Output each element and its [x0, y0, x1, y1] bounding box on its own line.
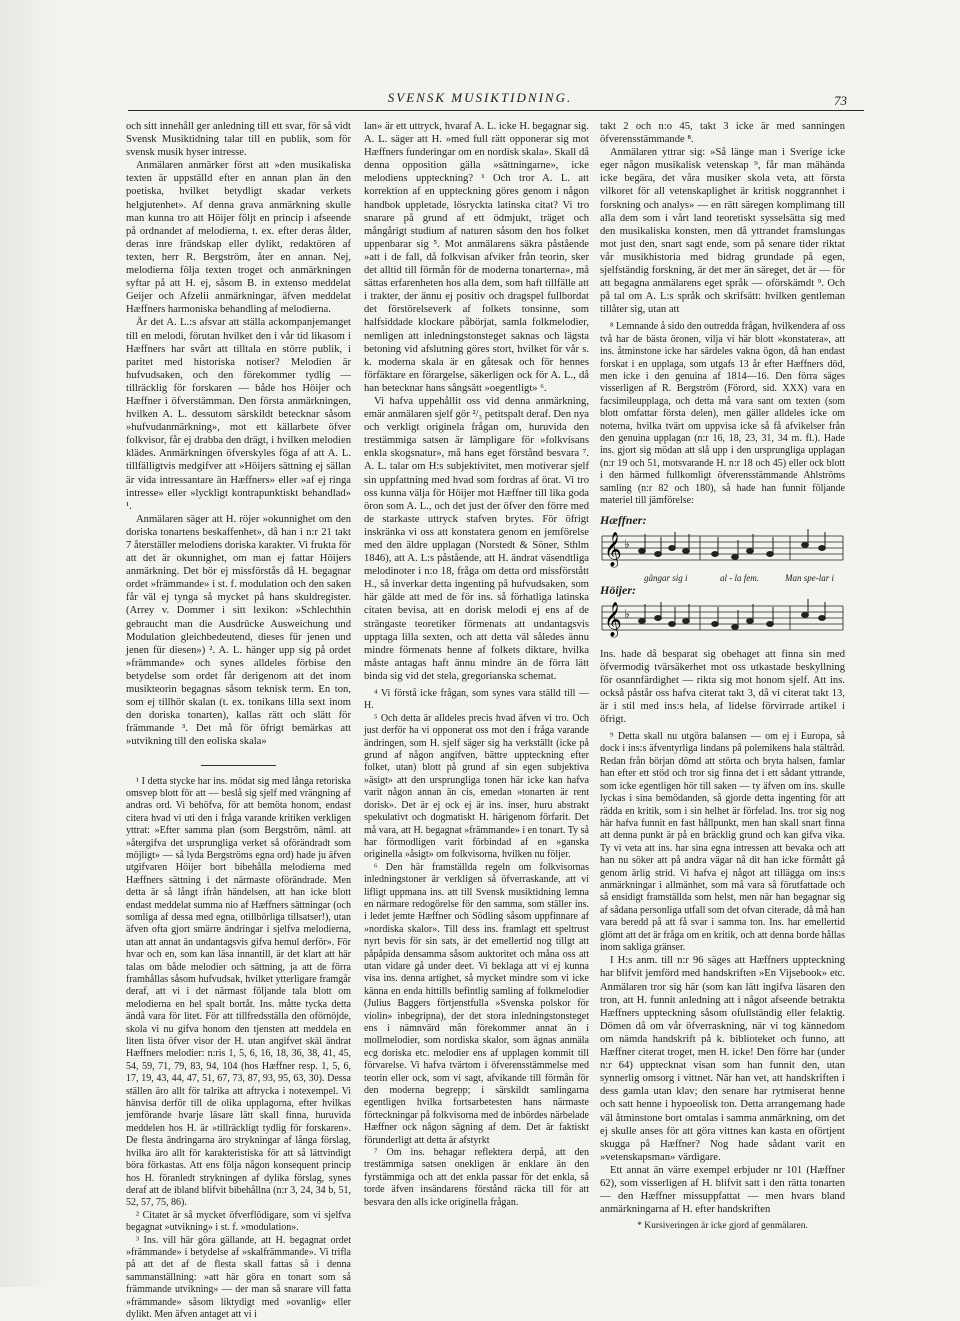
col3-paragraph-4: I H:s anm. till n:r 96 säges att Hæffners uppteckning har blifvit jemförd med handskriften »En Vijsebook» etc. Anmälaren tror sig här (som kan lätt ingifva läsaren den tron, att H. funnit anledning att i något afseende betrakta Hæffners uppteckning såsom ofullständig eller felaktig. Dömen då om vår öfverraskning, när vi tog kännedom om nämda handskrift på k. biblioteket och funno, att Hæffner citerat troget, men H. icke! Den förre har (under n:r 64) upptecknat visan som han funnit den, utan synnerlig omsorg i vittnet. När han vet, att handskriften i dess gamla utan klav; den senare har rytmiserat henne och satt henne i hypoeolisk ton. Detta arrangemang hade väl åtminstone bort omtalas i samma anmärkning, om det ej skulle anses för att göra vittnes kan kasta en oförtjent skugga på Hæffner? Nog hade sådant varit en »vetenskapsman» värdigare. [600, 955, 845, 1163]
svg-text:♭: ♭ [624, 536, 630, 551]
col1-paragraph-1: och sitt innehåll ger anledning till ett svar, för så vidt Svensk Musiktidning talar till en publik, som för svensk musik hyser intresse. [126, 121, 351, 159]
col1-paragraph-2: Anmälaren anmärker först att »den musikaliska texten är uppställd efter en annan plan än den poetiska, hvilket betydligt skadar verkets helgjutenhet». Af denna grava anmärkning skulle man kunna tro att Höijer följt en princip i afseende på ordnandet af melodierna, t. ex. efter deras ålder, deras inre frändskap eller dylikt, redaktören af texten, herr R. Bergström, åter en annan. Nej, melodierna följa texten troget och anmärkningen syftar på att H. ej, såsom B. in extenso meddelat Geijer och Afzelii anmärkningar, äfven meddelat Hæffners harmoniska behandling af melodierna. [126, 160, 351, 316]
footnote-2: ² Citatet är så mycket öfverflödigare, som vi sjelfva begagnat »utvikning» i st. f. »modulation». [126, 1209, 351, 1234]
haeffner-staff [600, 528, 845, 572]
footnote-rule [201, 765, 276, 766]
footnote-1: ¹ I detta stycke har ins. mödat sig med långa retoriska omsvep blott för att — beslå sig sjelf med vrängning af andras ord. Vi behöfva, för att bemöta honom, endast citera hvad vi uti den i fråga varande kritiken verkligen yttrat: »Efter samma plan (som Bergström, näml. att »återgifva det ursprungliga verket så oförändradt som möjligt» — så lyda Bergströms egna ord) hade ju äfven utgifvaren Höijer bort bibehålla melodierna med Hæffners sättning i det närmaste oförändrade. Men detta är så långt ifrån händelsen, att han icke blott endast meddelat summa nio af Hæffners sättningar (och somliga af dessa med egna, otillbörliga tillsatser!), utan äfven ofta gjort smärre ändringar i sjelfva melodierna, utan att annat än undantagsvis gifva hemul derför». För hvar och en, som kan läsa innantill, är det klart att här talas om både melodier och sättning, ja att de förra framhållas såsom hufvudsak, hvilket ytterligare framgår deraf, att vi i det närmast följande tala blott om melodierna en hel spalt bortåt. Ins. måtte tycka detta ändå vara för litet. För att tillfredsställa den oförnöjde, skola vi nu gifva honom den tjensten att meddela en liten lista öfver visor der H. utan angifvet skäl ändrat Hæffners melodier: n:ris 1, 5, 6, 16, 18, 36, 38, 41, 45, 54, 59, 71, 79, 83, 94, 104 (hos Hæffner resp. 1, 5, 6, 17, 19, 43, 44, 47, 51, 67, 73, 87, 93, 95, 63, 30). Dessa ställen äro allt för talrika att aftrycka i notexempel. Vi hänvisa derför till de olika upplagorna, efter hvilkas jemförande hvarje läsare lätt skall finna, huruvida meddelen hos H. är »tillräckligt tydlig för forskaren». De flesta ändringarna äro strykningar af långa förslag, hvilka äro allt för karakteristiska för att så lättvindigt böra förkastas. Att ens följa någon konsequent princip hos H. föranledt strykningen af dylika förslag, synes deraf att de ibland blifvit bibehållna (n:r 3, 24, 34 b, 51, 52, 57, 75, 86). [126, 775, 351, 1209]
footnote-4: ⁴ Vi förstå icke frågan, som synes vara ställd till — H. [364, 688, 589, 712]
hoijer-staff [600, 598, 845, 642]
page-shadow [0, 0, 60, 1287]
treble-clef-icon: 𝄞 [604, 601, 622, 637]
column-2 [364, 120, 589, 1209]
footnote-8: ⁸ Lemnande å sido den outredda frågan, hvilkendera af oss två har de bästa öronen, vilja vi här blott »konstatera», att ins. åtminstone icke har särdeles vakna ögon, då han endast forskat i en upplaga, som utgafs 13 år efter Hæffners död, men icke i den genuina af 1814—16. Den förra säges visserligen af R. Bergström (Förord, sid. XXX) vara en facsimileupplaga, och detta må vara sant om texten (som blott omfattar första delen), men gäller alldeles icke om noterna, hvilka tvärt om uppvisa icke så få afvikelser från den genuina upplagan (n:r 16, 18, 23, 31, 34 m. fl.). Hade ins. gjort sig mödan att slå upp i den ursprungliga upplagan (n:r 19 och 51, motsvarande H. n:r 18 och 45) eller ock blott i den härmed fullkomligt öfverensstämmande Ahlströms samling (n:r 82 och 180), så hade han funnit följande materiel till jämförelse: [600, 321, 845, 507]
col3-paragraph-2: Anmälaren yttrar sig: »Så länge man i Sverige icke eger någon musikalisk vetenskap ⁹, får man mähända icke begära, det våra musiker skola veta, att första vilkoret för all vetenskaplighet är kritisk noggrannhet i forskning och analys» — en rätt säregen komplimang till alla dem som i vårt land teoretiskt sysselsätta sig med den musikaliska konsten, men då yttrandet framslungas mot just den, snart sagt ende, som på senare tider riktat vår musikhistoria med bidrag grundade på egen, sjelfständig forskning, är det mer än säreget, det är — för att begagna anmälarens eget språk — oförskämdt ⁹. Och på tal om A. L:s språk och skrifsätt: hvilken gentleman tillåter sig, utan att [600, 147, 845, 316]
treble-clef-icon: 𝄞 [604, 531, 622, 567]
footnote-5: ⁵ Och detta är alldeles precis hvad äfven vi tro. Och just derför ha vi opponerat oss mot den i fråga varande ändringen, som H. sjelf säger sig ha verkställt (icke på grund af någon angifven, bättre uppteckning efter folket, utan) blott på grund af sin egen subjektiva »äsigt» att den ursprungliga tonen här icke kan hafva varit någon annan än cis, emedan »tonarten är rent dorisk». Det är ej ock ej är ins. inser, huru abstrakt spekulativt och dogmatiskt H. härigenom förfarit. Det må vara, att H. begagnat »främmande» i en tonart. Ty så har förmodligen varit förbindad af en »ganska originella »åsigt» om folkvisorna, hvilken nu följer. [364, 712, 589, 861]
footnote-6: ⁶ Den här framställda regeln om folkvisornas inledningstoner är verkligen så öfverraskande, att vi lifligt uppmana ins. att till Svensk musiktidning lemna en närmare redogörelse för den samma, som ställer ins. i ledet jemte Hæffner och Södling såsom uppfinnare af »nordiska skalor». Till dess ins. framlagt ett speltrust nyrt bevis för sin sats, är det emellertid nog tillgt att påpåpida densamma såsom auktoritet och måna oss att utan vidare gå under deet. Vi beklaga att vi ej kunna visa ins. denna artighet, så mycket mindre som vi icke känna en enda hittills befintlig samling af folkmelodier (Julius Baggers förtjenstfulla »Svenska polskor för violin» inbegripna), der det stora inledningstonsteget ens i nämnvärd mån förekommer annat än i mollmelodier, som nordiska skalor, som ägnas anmäla ecg doriska etc. melodier ens af upplagen kommit till förvarelse. Vi hafva tvärtom i öfverensstämmelse med teorin eller ock, som vi sagt, afvikande till förmån för den moderna begrepp; i särskildt samlingarna egentligen hvilka fortsarbetesten hans närmaste förteckningar på folkvisorna med de inbördes närbelade Hæffner ock någon sägning af dem. Det är faktiskt förunderligt att detta är afstyrkt [364, 861, 589, 1146]
lyric-1: gångar sig i [644, 572, 688, 583]
col3-paragraph-1: takt 2 och n:o 45, takt 3 icke är med sanningen öfverensstämmande ⁸. [600, 121, 845, 146]
running-head: SVENSK MUSIKTIDNING. [387, 90, 573, 105]
column-3 [600, 120, 845, 1233]
column-1 [126, 120, 351, 1321]
col1-paragraph-4: Anmälaren säger att H. röjer »okunnighet om den doriska tonartens beskaffenhet», då han i n:r 21 takt 7 återställer melodiens doriska karakter. Vi fruktа för att det är okunnighet, om man ej fattar Höijers anmärkning. Det bör ej missförstås då H. begagnar ordet »främmande» i st. f. modulation och den saken får väl ej tynga så mycket på hans skuldregister. (Arrey v. Dommer i sitt lexikon: »Schlechthin gebraucht man die Ausdrücke Ausweichung und Modulation gleichbedeutend, dieses für jenen und jenen für diesen») ². A. L. hänger upp sig på ordet »främmande» och synes alldeles förbise den betydelse som ordet får derigenom att det inom musikteorin begagnas såsom teknisk term. En ton, som ej tillhör skalan (t. ex. tonikans lilla sext inom den doriska tonarten), kallas rätt och slätt för främmande ³. Det må för öfrigt bemärkas att »utvikning till den eoliska skala» [126, 513, 351, 748]
haeffner-label: Hæffner: [600, 512, 647, 527]
hoijer-label: Höijer: [600, 582, 636, 597]
header-rule [128, 110, 864, 111]
col2-paragraph-1: lan» är ett uttryck, hvaraf A. L. icke H. begagnar sig. A. L. säger att H. »med full rätt opponerar sig mot Hæffners funderingar om en nordisk skala». Skall då denna opposition gälla »sättningarne», icke melodiens uppteckning? ¹ Och tror A. L. att korrektion af en uppteckning göres genom i någon handbok uppletade, lösryckta latinska citat? Vi tro snarare på grund af ett ödmjukt, träget och mångårigt studium af naturen såsom den hos folket uppenbarar sig ⁵. Mot anmälarens säkra påstående »att i de fall, då folkvisan afviker från teorin, sker det alltid till förmån för de moderna tonarterna», må sättas erfarenheten hos alla dem, som haft tillfälle att i trakter, der ännu ej positiv och dragspel fullbordat det förstörelseverk af folkets tonsinne, som halfsiddade klockare påbörjat, samla folkmelodier, nemligen att inledningstonsteget saknas och lägsta betoning vid afslutning göres stort, hvilket för vår s. k. moderna skala är en gåtesak och för hennes förfäktare en förargelse, säkerligen ock för A. L., då han betecknar hans sångsätt »oegentligt» ⁶. [364, 121, 589, 394]
italics-note: * Kursiveringen är icke gjord af genmälaren. [637, 1221, 808, 1232]
lyric-3: Man spe-lar i [785, 572, 834, 583]
footnote-3: ³ Ins. vill här göra gällande, att H. begagnat ordet »främmande» i betydelse af »skalfrämmande». Vi trifla på att det af de flesta skall fattas så i denna sammanställning: »att här göra en tonart som så främmande utvikning» — der man så snarare vill fatta »främmande» såsom liktydigt med »ovanlig» eller dylikt. Men äfven antaget att vi i [126, 1234, 351, 1320]
footnote-7: ⁷ Om ins. behagar reflektera derpå, att den trestämmiga satsen onekligen är enklare än den fyrstämmiga och att det enkla passar för det enkla, så torde äfven insändarens förstånd räcka till för att besvara den alls icke originella frågan. [364, 1147, 589, 1208]
col3-paragraph-3: Ins. hade då besparat sig obehaget att finna sin med öfvermodig tvärsäkerhet mot oss utkastade beskyllning för osannfärdighet — rikta sig mot honom sjelf. Att ins. också påstår oss hafva citerat takt 3, då vi citerat takt 13, är i stil med ins:s hela, af lidelse förvirrade artikel i öfrigt. [600, 648, 845, 725]
col2-paragraph-2: Vi hafva uppehållit oss vid denna anmärkning, emär anmälaren sjelf gör ²/₃ petitspalt deraf. Den nya och verkligt originela frågan om, huruvida den trestämmiga satsen är lämpligare för »folkvisans enkla skogsnatur», må hans eget förstånd besvara ⁷. A. L. talar om H:s subjektivitet, men motiverar sjelf sin uppfattning med hvad som fordras af örat. Vi tro oss kunna välja för Höijer mot Hæffner till lika goda öron som A. L., och det just der öfver den förre med de starkaste uttryck stafven brytes. För öfrigt inskränka vi oss att konstatera genom en jemförelse med den äldre upplagan (Norstedt & Söner, Sthlm 1846), att A. L:s påstående, att H. ändrat väsendtliga melodinoter i n:o 18, fråga om detta ord missförstått H., så inverkar detta ingenting på hufvudsaken, som här gälde att med de för ins. så förhatliga latinska citaten bevisa, att en dorisk melodi ej ens af de strängaste teoretiker förmenats att undantagsvis upptaga lilla sexten, och att detta väl således ännu mindre förmenats henne af folkets diktare, hvilka måste antagas haft ännu mindre än de förra lätt binda sig vid det stela, gregorianska schemat. [364, 395, 589, 682]
col1-paragraph-3: Är det A. L.:s afsvar att ställa ackompanjemanget till en melodi, förutan hvilket den i vår tid likasom i Hæffners har svårt att tilltala en större publik, i paritet med historiska notiser? Melodien är hufvudsaken, och den förekommer tydlig — tillräcklig för forskaren — både hos Höijer och Hæffner i öfverstämman. Den första anmärkningen, hvilken A. L. dessutom särskildt betecknar såsom »hufvudanmärkning», mot ett källarbete öfver folkvisor, får ej drabba den drägt, i hvilken melodien klädes. Anmärkningen öfverskyles föga af att A. L. tillfälligtvis medgifver att »Höijers sättning ej sällan är vida intressantare än Hæffners» eller »af ej ringa intresse» eller »lyckligt kontrapunktiskt behandlad» ¹. [126, 317, 351, 512]
lyric-2: al - la fem. [720, 572, 759, 583]
footnote-9: ⁹ Detta skall nu utgöra balansen — om ej i Europa, så dock i ins:s äfventyrliga lindans på polemikens hala stältråd. Redan från början dömd att störta och bryta halsen, famlar han efter ett stöd och tror sig finna det i ett sådant yttrande, som icke egentligen hör till saken — ty äfven om ins. skulle lyckas i sina bemödanden, så gjorde detta ingenting för att rädda en kritik, som i sin helhet är förfelad. Ins. tror sig nog här hafva funnit en fast hållpunkt, men han skall snart finna att denna punkt är på en bräcklig grund och kan gifva vika. Ty vi veta att ins. har sina egna intressen att bevaka och att han nu söker att på andra vägar nå dit han icke förmått gå genom ärlig strid. Vi hafva ej något att tillägga om ins:s anmärkningar i allmänhet, som må vara så förutfattade och så ensidigt framställda som helst, men när han begagnar sig af sådana personliga utfall som det ofvan citerade, då må han vara beredd på att få svar i samma ton. Ins. har emellertid glömt att det är fråga om en kritik, och att denna borde hållas inom sakliga gränser. [600, 731, 845, 953]
svg-text:♭: ♭ [624, 606, 630, 621]
page-number: 73 [834, 93, 847, 108]
col3-paragraph-5: Ett annat än värre exempel erbjuder nr 101 (Hæffner 62), som visserligen af H. blifvit satt i den rätta tonarten — den Hæffner missuppfattat — men hvars bland anmärkningarna af H. efter handskriften [600, 1164, 845, 1216]
music-example [600, 514, 845, 642]
